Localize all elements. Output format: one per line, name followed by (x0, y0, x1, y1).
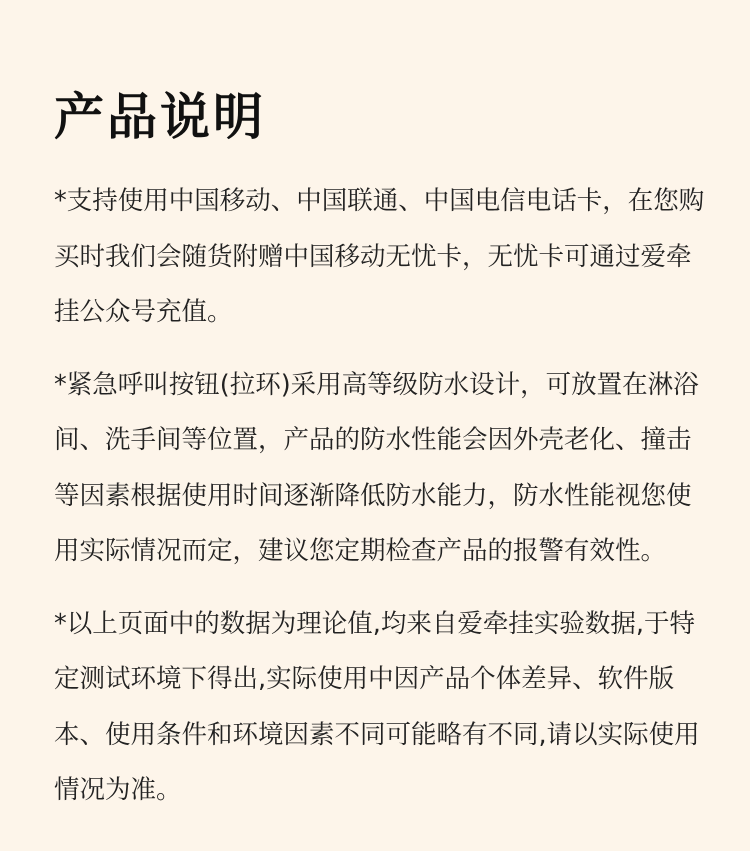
paragraph-data-disclaimer: *以上页面中的数据为理论值,均来自爱牵挂实验数据,于特定测试环境下得出,实际使用中因产品个体差异、软件版本、使用条件和环境因素不同可能略有不同,请以实际使用情况为准。 (54, 608, 700, 805)
paragraph-sim-card-support: *支持使用中国移动、中国联通、中国电信电话卡，在您购买时我们会随货附赠中国移动无忧卡，无忧卡可通过爱牵挂公众号充值。 (54, 186, 705, 327)
paragraph-waterproof-button: *紧急呼叫按钮(拉环)采用高等级防水设计，可放置在淋浴间、洗手间等位置，产品的防水性能会因外壳老化、撞击等因素根据使用时间逐渐降低防水能力，防水性能视您使用实际情况而定，建议您定期检查产品的报警有效性。 (54, 369, 699, 566)
page-title: 产品说明 (54, 88, 266, 146)
